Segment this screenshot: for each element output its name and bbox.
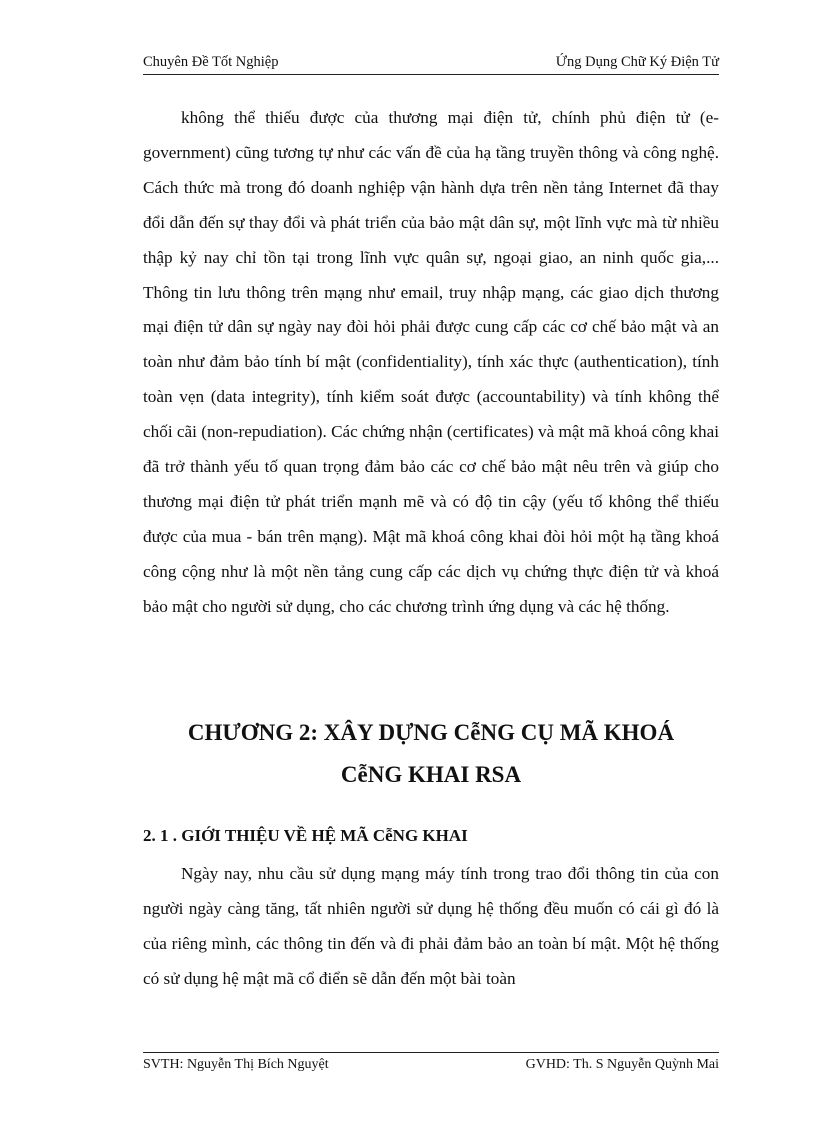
chapter-heading-line-2: CễNG KHAI RSA [340,762,522,787]
footer-student: SVTH: Nguyễn Thị Bích Nguyệt [143,1057,329,1072]
header-left-title: Chuyên Đề Tốt Nghiệp [143,54,279,70]
footer-advisor: GVHD: Th. S Nguyễn Quỳnh Mai [525,1057,719,1072]
header-right-title: Ứng Dụng Chữ Ký Điện Tử [555,54,719,70]
page-header [143,52,719,75]
page-footer [143,1052,719,1075]
section-heading: 2. 1 . GIỚI THIỆU VỀ HỆ MÃ CễNG KHAI [143,826,468,845]
body-paragraph-1: không thể thiếu được của thương mại điện tử, chính phủ điện tử (e-government) cũng tương tự như các vấn đề của hạ tầng truyền thông và công nghệ. Cách thức mà trong đó doanh nghiệp vận hành dựa trên nền tảng Internet đã thay đổi dẫn đến sự thay đổi và phát triển của bảo mật dân sự, một lĩnh vực mà từ nhiều thập kỷ nay chỉ tồn tại trong lĩnh vực quân sự, ngoại giao, an ninh quốc gia,... Thông tin lưu thông trên mạng như email, truy nhập mạng, các giao dịch thương mại điện tử dân sự ngày nay đòi hỏi phải được cung cấp các cơ chế bảo mật và an toàn như đảm bảo tính bí mật (confidentiality), tính xác thực (authentication), tính toàn vẹn (data integrity), tính kiểm soát được (accountability) và tính không thể chối cãi (non-repudiation). Các chứng nhận (certificates) và mật mã khoá công khai đã trở thành yếu tố quan trọng đảm bảo các cơ chế bảo mật nêu trên và giúp cho thương mại điện tử phát triển mạnh mẽ và có độ tin cậy (yếu tố không thể thiếu được của mua - bán trên mạng). Mật mã khoá công khai đòi hỏi một hạ tầng khoá công cộng như là một nền tảng cung cấp các dịch vụ chứng thực điện tử và khoá bảo mật cho người sử dụng, cho các chương trình ứng dụng và các hệ thống. [143,108,719,616]
chapter-heading-line-1: CHƯƠNG 2: XÂY DỰNG CễNG CỤ MÃ KHOÁ [187,720,675,745]
body-paragraph-2: Ngày nay, nhu cầu sử dụng mạng máy tính trong trao đổi thông tin của con người ngày càng tăng, tất nhiên người sử dụng hệ thống đều muốn có cái gì đó là của riêng mình, các thông tin đến và đi phải đảm bảo an toàn bí mật. Một hệ thống có sử dụng hệ mật mã cổ điển sẽ dẫn đến một bài toàn [143,864,719,988]
chapter-heading [143,712,719,796]
